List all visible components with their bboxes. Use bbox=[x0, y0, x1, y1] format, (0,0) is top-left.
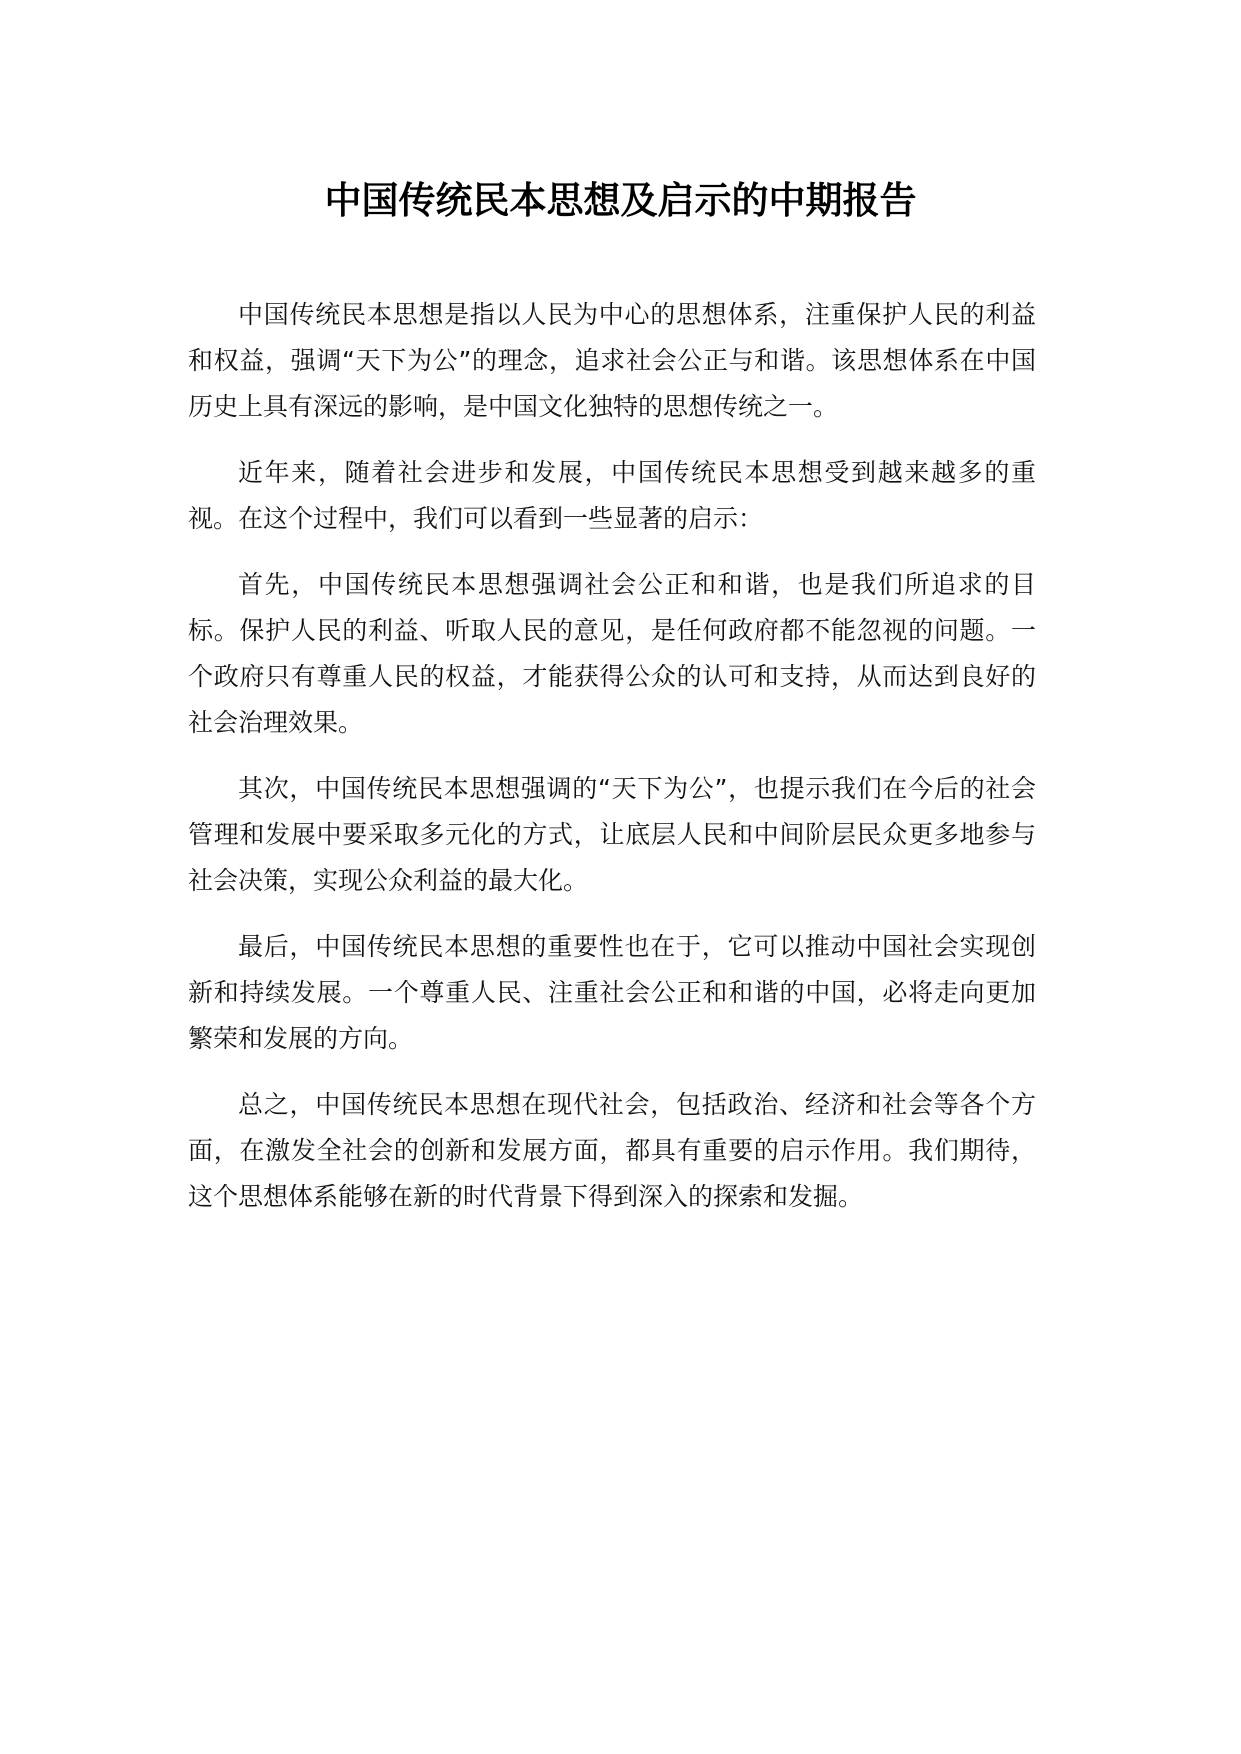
document-body bbox=[188, 292, 1036, 1240]
document-title: 中国传统民本思想及启示的中期报告 bbox=[324, 179, 917, 222]
paragraph-first: 首先，中国传统民本思想强调社会公正和和谐，也是我们所追求的目标。保护人民的利益、听取人民的意见，是任何政府都不能忽视的问题。一个政府只有尊重人民的权益，才能获得公众的认可和支持，从而达到良好的社会治理效果。 bbox=[188, 570, 1036, 737]
paragraph-recent-years: 近年来，随着社会进步和发展，中国传统民本思想受到越来越多的重视。在这个过程中，我们可以看到一些显著的启示： bbox=[188, 458, 1036, 533]
paragraph-last: 最后，中国传统民本思想的重要性也在于，它可以推动中国社会实现创新和持续发展。一个尊重人民、注重社会公正和和谐的中国，必将走向更加繁荣和发展的方向。 bbox=[188, 932, 1036, 1053]
paragraph-conclusion: 总之，中国传统民本思想在现代社会，包括政治、经济和社会等各个方面，在激发全社会的创新和发展方面，都具有重要的启示作用。我们期待，这个思想体系能够在新的时代背景下得到深入的探索和发掘。 bbox=[188, 1090, 1036, 1211]
paragraph-second: 其次，中国传统民本思想强调的“天下为公”，也提示我们在今后的社会管理和发展中要采取多元化的方式，让底层人民和中间阶层民众更多地参与社会决策，实现公众利益的最大化。 bbox=[188, 774, 1036, 895]
paragraph-intro: 中国传统民本思想是指以人民为中心的思想体系，注重保护人民的利益和权益，强调“天下为公”的理念，追求社会公正与和谐。该思想体系在中国历史上具有深远的影响，是中国文化独特的思想传统之一。 bbox=[188, 300, 1036, 421]
